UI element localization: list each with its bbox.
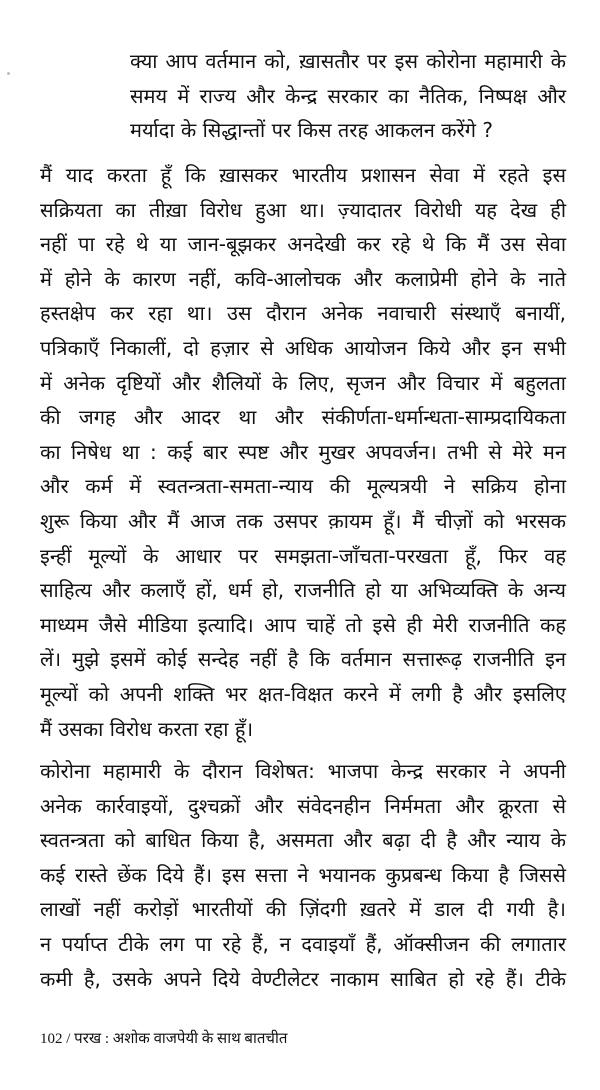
paragraph-line: मूल्यों को अपनी शक्ति भर क्षत-विक्षत करने में लगी है और इसलिए	[40, 681, 566, 706]
page-footer: 102 / परख : अशोक वाजपेयी के साथ बातचीत	[40, 1031, 288, 1047]
paragraph-line: और कर्म में स्वतन्त्रता-समता-न्याय की मूल्यत्रयी ने सक्रिय होना	[40, 474, 566, 499]
paragraph-line: हस्तक्षेप कर रहा था। उस दौरान अनेक नवाचारी संस्थाएँ बनायीं,	[40, 301, 566, 326]
paragraph-line: नहीं पा रहे थे या जान-बूझकर अनदेखी कर रहे थे कि मैं उस सेवा	[40, 232, 566, 257]
paragraph-line: का निषेध था : कई बार स्पष्ट और मुखर अपवर्जन। तभी से मेरे मन	[40, 439, 566, 464]
paragraph-line: शुरू किया और मैं आज तक उसपर क़ायम हूँ। मैं चीज़ों को भरसक	[40, 508, 566, 533]
paragraph-line: कमी है, उसके अपने दिये वेण्टीलेटर नाकाम साबित हो रहे हैं। टीके	[40, 966, 566, 991]
paragraph-line: पत्रिकाएँ निकालीं, दो हज़ार से अधिक आयोजन किये और इन सभी	[40, 335, 566, 360]
paragraph-line: में होने के कारण नहीं, कवि-आलोचक और कलाप्रेमी होने के नाते	[40, 266, 566, 291]
paragraph-line: की जगह और आदर था और संकीर्णता-धर्मान्धता-साम्प्रदायिकता	[40, 405, 566, 430]
paragraph-line: मैं उसका विरोध करता रहा हूँ।	[40, 716, 254, 741]
answer-paragraph-1	[40, 158, 566, 746]
paragraph-line: कई रास्ते छेंक दिये हैं। इस सत्ता ने भयानक कुप्रबन्ध किया है जिससे	[40, 862, 566, 887]
scan-speck	[7, 72, 10, 75]
paragraph-line: लें। मुझे इसमें कोई सन्देह नहीं है कि वर्तमान सत्तारूढ़ राजनीति इन	[40, 647, 566, 672]
paragraph-line: साहित्य और कलाएँ हों, धर्म हो, राजनीति हो या अभिव्यक्ति के अन्य	[40, 578, 566, 603]
paragraph-line: स्वतन्त्रता को बाधित किया है, असमता और बढ़ा दी है और न्याय के	[40, 828, 566, 853]
question-line: मर्यादा के सिद्धान्तों पर किस तरह आकलन करेंगे ?	[130, 118, 494, 143]
paragraph-line: अनेक कार्रवाइयों, दुश्चक्रों और संवेदनहीन निर्ममता और क्रूरता से	[40, 793, 566, 818]
paragraph-line: न पर्याप्त टीके लग पा रहे हैं, न दवाइयाँ हैं, ऑक्सीजन की लगातार	[40, 931, 566, 956]
answer-paragraph-2	[40, 754, 566, 996]
paragraph-line: कोरोना महामारी के दौरान विशेषत: भाजपा केन्द्र सरकार ने अपनी	[40, 759, 566, 783]
interview-question	[130, 44, 566, 148]
question-line: क्या आप वर्तमान को, ख़ासतौर पर इस कोरोना महामारी के	[130, 49, 566, 73]
paragraph-line: इन्हीं मूल्यों के आधार पर समझता-जाँचता-परखता हूँ, फिर वह	[40, 543, 566, 568]
paragraph-line: सक्रियता का तीख़ा विरोध हुआ था। ज़्यादातर विरोधी यह देख ही	[40, 197, 566, 222]
paragraph-line: मैं याद करता हूँ कि ख़ासकर भारतीय प्रशासन सेवा में रहते इस	[40, 163, 566, 187]
paragraph-line: में अनेक दृष्टियों और शैलियों के लिए, सृजन और विचार में बहुलता	[40, 370, 566, 395]
paragraph-line: लाखों नहीं करोड़ों भारतीयों की ज़िंदगी ख़तरे में डाल दी गयी है।	[40, 897, 566, 922]
question-line: समय में राज्य और केन्द्र सरकार का नैतिक, निष्पक्ष और	[130, 83, 566, 108]
paragraph-line: माध्यम जैसे मीडिया इत्यादि। आप चाहें तो इसे ही मेरी राजनीति कह	[40, 612, 566, 637]
